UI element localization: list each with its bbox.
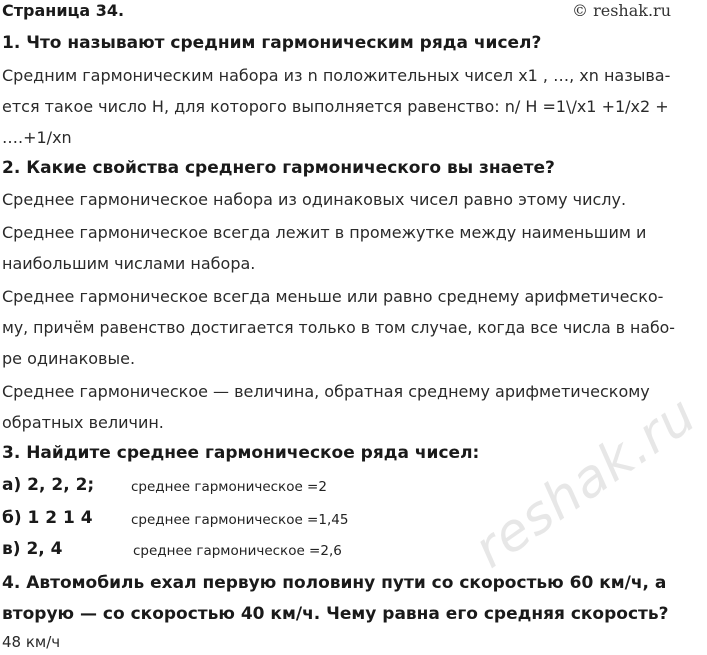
watermark: reshak.ru [463, 384, 707, 580]
q3-item-b-answer: среднее гармоническое =1,45 [131, 512, 349, 528]
q2-line-7: Среднее гармоническое — величина, обратная среднему арифметическому [2, 382, 650, 401]
question-4-line-1: 4. Автомобиль ехал первую половину пути со скоростью 60 км/ч, а [2, 573, 667, 593]
q4-answer: 48 км/ч [2, 633, 61, 651]
q2-line-8: обратных величин. [2, 413, 164, 432]
question-1: 1. Что называют средним гармоническим ряда чисел? [2, 33, 542, 53]
q2-line-5: му, причём равенство достигается только в том случае, когда все числа в набо- [2, 318, 675, 337]
q1-line-2: ется такое число H, для которого выполняется равенство: n/ H =1\/x1 +1/x2 + [2, 97, 669, 116]
q3-item-c-label: в) 2, 4 [2, 539, 63, 559]
q3-item-c-answer: среднее гармоническое =2,6 [133, 543, 342, 559]
q1-line-3: ….+1/xn [2, 128, 72, 147]
q3-item-a-answer: среднее гармоническое =2 [131, 479, 327, 495]
q2-line-1: Среднее гармоническое набора из одинаковых чисел равно этому числу. [2, 190, 627, 209]
q2-line-3: наибольшим числами набора. [2, 254, 256, 273]
q1-line-1: Средним гармоническим набора из n положительных чисел x1 , …, xn называ- [2, 66, 671, 85]
question-4-line-2: вторую — со скоростью 40 км/ч. Чему равна его средняя скорость? [2, 604, 669, 624]
q2-line-6: ре одинаковые. [2, 349, 136, 368]
question-3: 3. Найдите среднее гармоническое ряда чисел: [2, 443, 480, 463]
page-title: Страница 34. [2, 1, 125, 20]
q2-line-4: Среднее гармоническое всегда меньше или равно среднему арифметическо- [2, 287, 664, 306]
q2-line-2: Среднее гармоническое всегда лежит в промежутке между наименьшим и [2, 223, 647, 242]
q3-item-a-label: а) 2, 2, 2; [2, 475, 95, 495]
question-2: 2. Какие свойства среднего гармонического вы знаете? [2, 158, 555, 178]
site-credit: © reshak.ru [572, 1, 671, 20]
q3-item-b-label: б) 1 2 1 4 [2, 508, 93, 528]
